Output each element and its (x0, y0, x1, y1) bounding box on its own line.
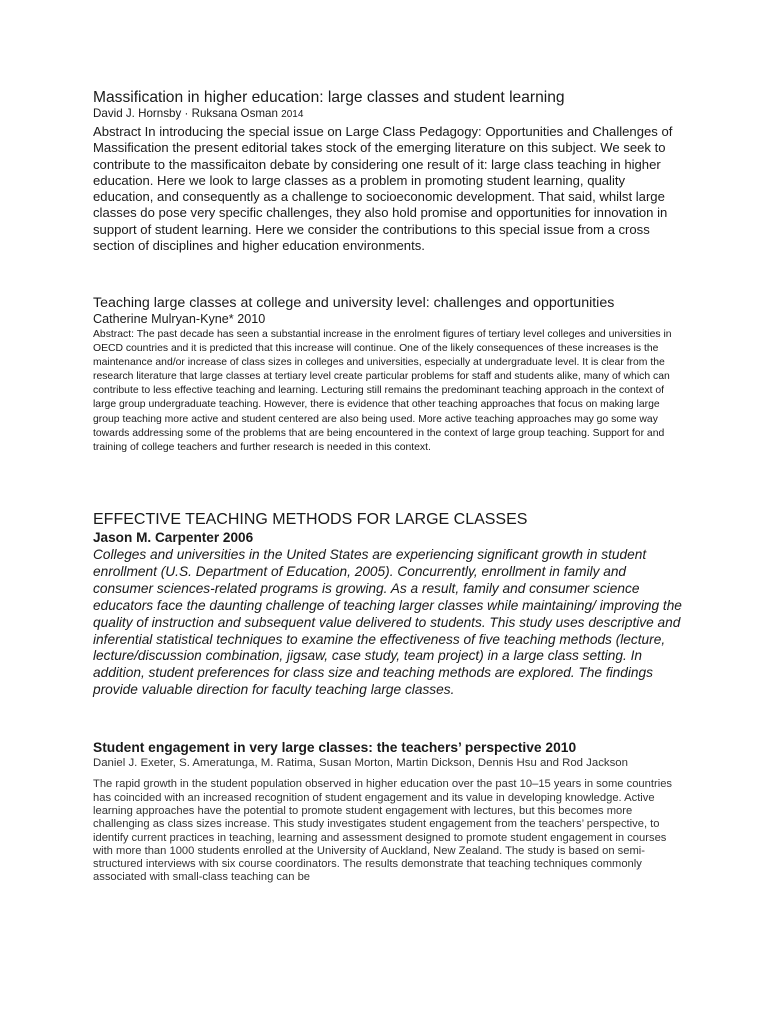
reference-entry (93, 739, 683, 885)
entry-title: Massification in higher education: large classes and student learning (93, 89, 565, 106)
entry-year: 2014 (281, 109, 304, 120)
entry-authors: Jason M. Carpenter 2006 (93, 530, 254, 545)
entry-title: Student engagement in very large classes: the teachers’ perspective 2010 (93, 740, 577, 755)
author-names: David J. Hornsby · Ruksana Osman (93, 107, 278, 120)
entry-abstract: The rapid growth in the student population observed in higher education over the past 10–15 years in some countries has coincided with an increased recognition of student engagement and its value in developing knowledge. Active learning approaches have the potential to promote student engagement with lectures, but this becomes more challenging as class sizes increase. This study investigates student engagement from the teachers’ perspective, to identify current practices in teaching, learning and assessment designed to promote student engagement in courses with more than 1000 students enrolled at the University of Auckland, New Zealand. The study is based on semi-structured interviews with six course coordinators. The results demonstrate that teaching techniques commonly associated with small-class teaching can be (93, 778, 673, 884)
entry-title: EFFECTIVE TEACHING METHODS FOR LARGE CLASSES (93, 511, 528, 528)
entry-abstract: Colleges and universities in the United States are experiencing significant growth in student enrollment (U.S. Department of Education, 2005). Concurrently, enrollment in family and consumer sciences-related programs is growing. As a result, family and consumer science educators face the daunting challenge of teaching larger classes while maintaining/ improving the quality of instruction and subsequent value delivered to students. This study uses descriptive and inferential statistical techniques to examine the effectiveness of five teaching methods (lecture, lecture/discussion combination, jigsaw, case study, team project) in a large class setting. In addition, student preferences for class size and teaching methods are explored. The findings provide valuable direction for faculty teaching large classes. (93, 547, 682, 698)
entry-title: Teaching large classes at college and university level: challenges and opportunities (93, 295, 615, 311)
entry-authors (93, 107, 683, 122)
reference-entry (93, 88, 683, 254)
reference-entry (93, 509, 683, 699)
entry-authors: Catherine Mulryan-Kyne* 2010 (93, 312, 266, 326)
entry-abstract: Abstract: The past decade has seen a substantial increase in the enrolment figures of tertiary level colleges and universities in OECD countries and it is predicted that this increase will continue. One of the likely consequences of these increases is the maintenance and/or increase of class sizes in colleges and universities, especially at undergraduate level. It is clear from the research literature that large classes at tertiary level create particular problems for staff and students alike, many of which can contribute to less effective teaching and learning. Lecturing still remains the predominant teaching approach in the context of large group undergraduate teaching. However, there is evidence that other teaching approaches that focus on making large group teaching more active and student centered are also being used. More active teaching approaches may go some way towards addressing some of the problems that are being encountered in the context of large group teaching. Support for and training of college teachers and further research is needed in this context. (93, 329, 672, 453)
entry-abstract: Abstract In introducing the special issue on Large Class Pedagogy: Opportunities and Challenges of Massification the present editorial takes stock of the emerging literature on this subject. We seek to contribute to the massificaiton debate by considering one result of it: large class teaching in higher education. Here we look to large classes as a problem in promoting student learning, quality education, and consequently as a challenge to socioeconomic development. That said, whilst large classes do pose very specific challenges, they also hold promise and opportunities for innovation in support of student learning. Here we consider the contributions to this special issue from a cross section of disciplines and higher education environments. (93, 124, 673, 254)
entry-authors: Daniel J. Exeter, S. Ameratunga, M. Ratima, Susan Morton, Martin Dickson, Dennis Hsu and Rod Jackson (93, 757, 628, 769)
reference-entry (93, 295, 683, 455)
